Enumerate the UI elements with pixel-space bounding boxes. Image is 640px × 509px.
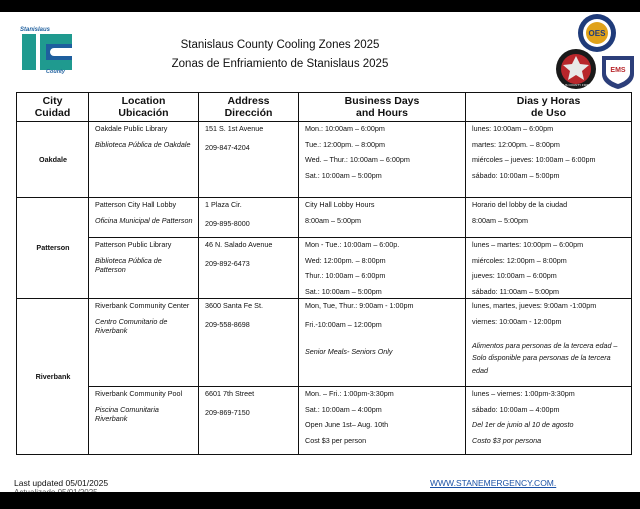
senior-meals-note: Senior Meals- Seniors Only	[305, 347, 393, 357]
table-row-patterson-library	[17, 238, 632, 299]
hours-line: Mon - Tue.: 10:00am – 6:00p.	[305, 240, 400, 250]
hours-line: miércoles – jueves: 10:00am – 6:00pm	[472, 155, 596, 165]
hours-line: sábado: 10:00am – 5:00pm	[472, 170, 560, 180]
phone-number: 209-895-8000	[205, 218, 250, 228]
stanemergency-link[interactable]: WWW.STANEMERGENCY.COM.	[430, 478, 557, 488]
location-name: Riverbank Community Center	[95, 301, 190, 311]
header-address: Address Dirección	[199, 93, 299, 122]
oes-seal-icon	[577, 13, 617, 53]
hours-line: Mon.: 10:00am – 6:00pm	[305, 124, 385, 134]
hours-line: Mon, Tue, Thur.: 9:00am - 1:00pm	[305, 301, 414, 311]
location-cell	[89, 122, 199, 198]
hours-line: viernes: 10:00am - 12:00pm	[472, 316, 562, 326]
ems-badge-text: EMS	[610, 67, 626, 74]
senior-meals-note-spanish: Alimentos para personas de la tercera edad – Solo disponible para personas de la tercera edad	[472, 341, 618, 375]
address-text: 3600 Santa Fe St.	[205, 301, 263, 311]
city-riverbank: Riverbank	[17, 299, 89, 455]
bottom-black-bar	[0, 492, 640, 509]
location-name: Patterson Public Library	[95, 240, 172, 250]
header-dias-horas: Dias y Horas de Uso	[466, 93, 632, 122]
location-cell	[89, 198, 199, 238]
table-row-patterson-city-hall	[17, 198, 632, 238]
city-patterson: Patterson	[17, 198, 89, 299]
hours-line: miércoles: 12:00pm – 8:00pm	[472, 255, 567, 265]
logo-text-top: Stanislaus	[20, 27, 51, 33]
hours-line: Open June 1st– Aug. 10th	[305, 420, 389, 430]
address-cell	[199, 387, 299, 455]
hours-line: Cost $3 per person	[305, 435, 367, 445]
hours-line: Del 1er de junio al 10 de agosto	[472, 420, 574, 430]
hours-line: lunes: 10:00am – 6:00pm	[472, 124, 554, 134]
hours-line: City Hall Lobby Hours	[305, 200, 375, 210]
title-english: Stanislaus County Cooling Zones 2025	[180, 39, 380, 51]
hours-line: Mon. – Fri.: 1:00pm-3:30pm	[305, 389, 394, 399]
hours-spanish-cell	[466, 238, 632, 299]
phone-number: 209-892-6473	[205, 258, 250, 268]
location-cell	[89, 299, 199, 387]
hours-line: martes: 12:00pm. – 8:00pm	[472, 139, 560, 149]
hours-english-cell	[299, 198, 466, 238]
ems-badge-icon	[600, 52, 636, 90]
document-page	[0, 12, 640, 492]
address-cell	[199, 122, 299, 198]
table-row-riverbank-center	[17, 299, 632, 387]
table-row-riverbank-pool	[17, 387, 632, 455]
address-cell	[199, 299, 299, 387]
table-row-oakdale	[17, 122, 632, 198]
fire-warden-badge-icon	[549, 48, 603, 90]
header-business-hours: Business Days and Hours	[299, 93, 466, 122]
address-text: 1 Plaza Cir.	[205, 200, 242, 210]
location-name: Patterson City Hall Lobby	[95, 200, 177, 210]
city-oakdale: Oakdale	[17, 122, 89, 198]
phone-number: 209-847-4204	[205, 142, 250, 152]
hours-line: Horario del lobby de la ciudad	[472, 200, 568, 210]
hours-line: jueves: 10:00am – 6:00pm	[472, 271, 557, 281]
fire-warden-badge-text: STANISLAUS COUNTY FIRE WARDEN	[549, 83, 603, 87]
hours-spanish-cell	[466, 387, 632, 455]
header-location: Location Ubicación	[89, 93, 199, 122]
location-name-spanish: Biblioteca Pública de Patterson	[95, 255, 162, 275]
logo-text-bottom: County	[46, 69, 65, 75]
hours-line: sábado: 11:00am – 5:00pm	[472, 286, 559, 296]
address-cell	[199, 238, 299, 299]
hours-english-cell	[299, 387, 466, 455]
location-name-spanish: Centro Comunitario de Riverbank	[95, 316, 168, 336]
hours-line: lunes – viernes: 1:00pm-3:30pm	[472, 389, 575, 399]
location-name-spanish: Biblioteca Pública de Oakdale	[95, 139, 191, 149]
hours-line: Thur.: 10:00am – 6:00pm	[305, 271, 386, 281]
address-text: 46 N. Salado Avenue	[205, 240, 273, 250]
hours-spanish-cell	[466, 122, 632, 198]
location-name-spanish: Piscina Comunitaria Riverbank	[95, 404, 159, 424]
hours-spanish-cell	[466, 198, 632, 238]
cooling-zones-table	[16, 92, 632, 455]
title-spanish: Zonas de Enfriamiento de Stanislaus 2025	[171, 58, 389, 70]
phone-number: 209-558-8698	[205, 319, 250, 329]
hours-line: lunes, martes, jueves: 9:00am -1:00pm	[472, 301, 597, 311]
location-cell	[89, 238, 199, 299]
hours-line: lunes – martes: 10:00pm – 6:00pm	[472, 240, 584, 250]
phone-number: 209-869-7150	[205, 407, 250, 417]
address-text: 151 S. 1st Avenue	[205, 124, 264, 134]
hours-line: sábado: 10:00am – 4:00pm	[472, 404, 560, 414]
hours-line: Sat.: 10:00am – 5:00pm	[305, 170, 382, 180]
last-updated-text: Last updated 05/01/2025	[14, 478, 109, 488]
hours-line: Sat.: 10:00am – 5:00pm	[305, 286, 382, 296]
location-cell	[89, 387, 199, 455]
hours-english-cell	[299, 238, 466, 299]
address-text: 6601 7th Street	[205, 389, 255, 399]
location-name-spanish: Oficina Municipal de Patterson	[95, 215, 193, 225]
hours-line: 8:00am – 5:00pm	[472, 215, 528, 225]
hours-spanish-cell	[466, 299, 632, 387]
top-black-bar	[0, 0, 640, 12]
hours-line: Fri.-10:00am – 12:00pm	[305, 319, 382, 329]
table-header-row	[17, 93, 632, 122]
location-name: Riverbank Community Pool	[95, 389, 183, 399]
hours-line: Tue.: 12:00pm. – 8:00pm	[305, 139, 386, 149]
hours-line: Wed: 12:00pm. – 8:00pm	[305, 255, 386, 265]
hours-line: Sat.: 10:00am – 4:00pm	[305, 404, 382, 414]
hours-english-cell	[299, 122, 466, 198]
location-name: Oakdale Public Library	[95, 124, 168, 134]
hours-line: Wed. – Thur.: 10:00am – 6:00pm	[305, 155, 410, 165]
address-cell	[199, 198, 299, 238]
header-city: City Cuidad	[17, 93, 89, 122]
oes-seal-text: OES	[588, 29, 606, 38]
hours-line: Costo $3 por persona	[472, 435, 542, 445]
hours-english-cell	[299, 299, 466, 387]
hours-line: 8:00am – 5:00pm	[305, 215, 361, 225]
